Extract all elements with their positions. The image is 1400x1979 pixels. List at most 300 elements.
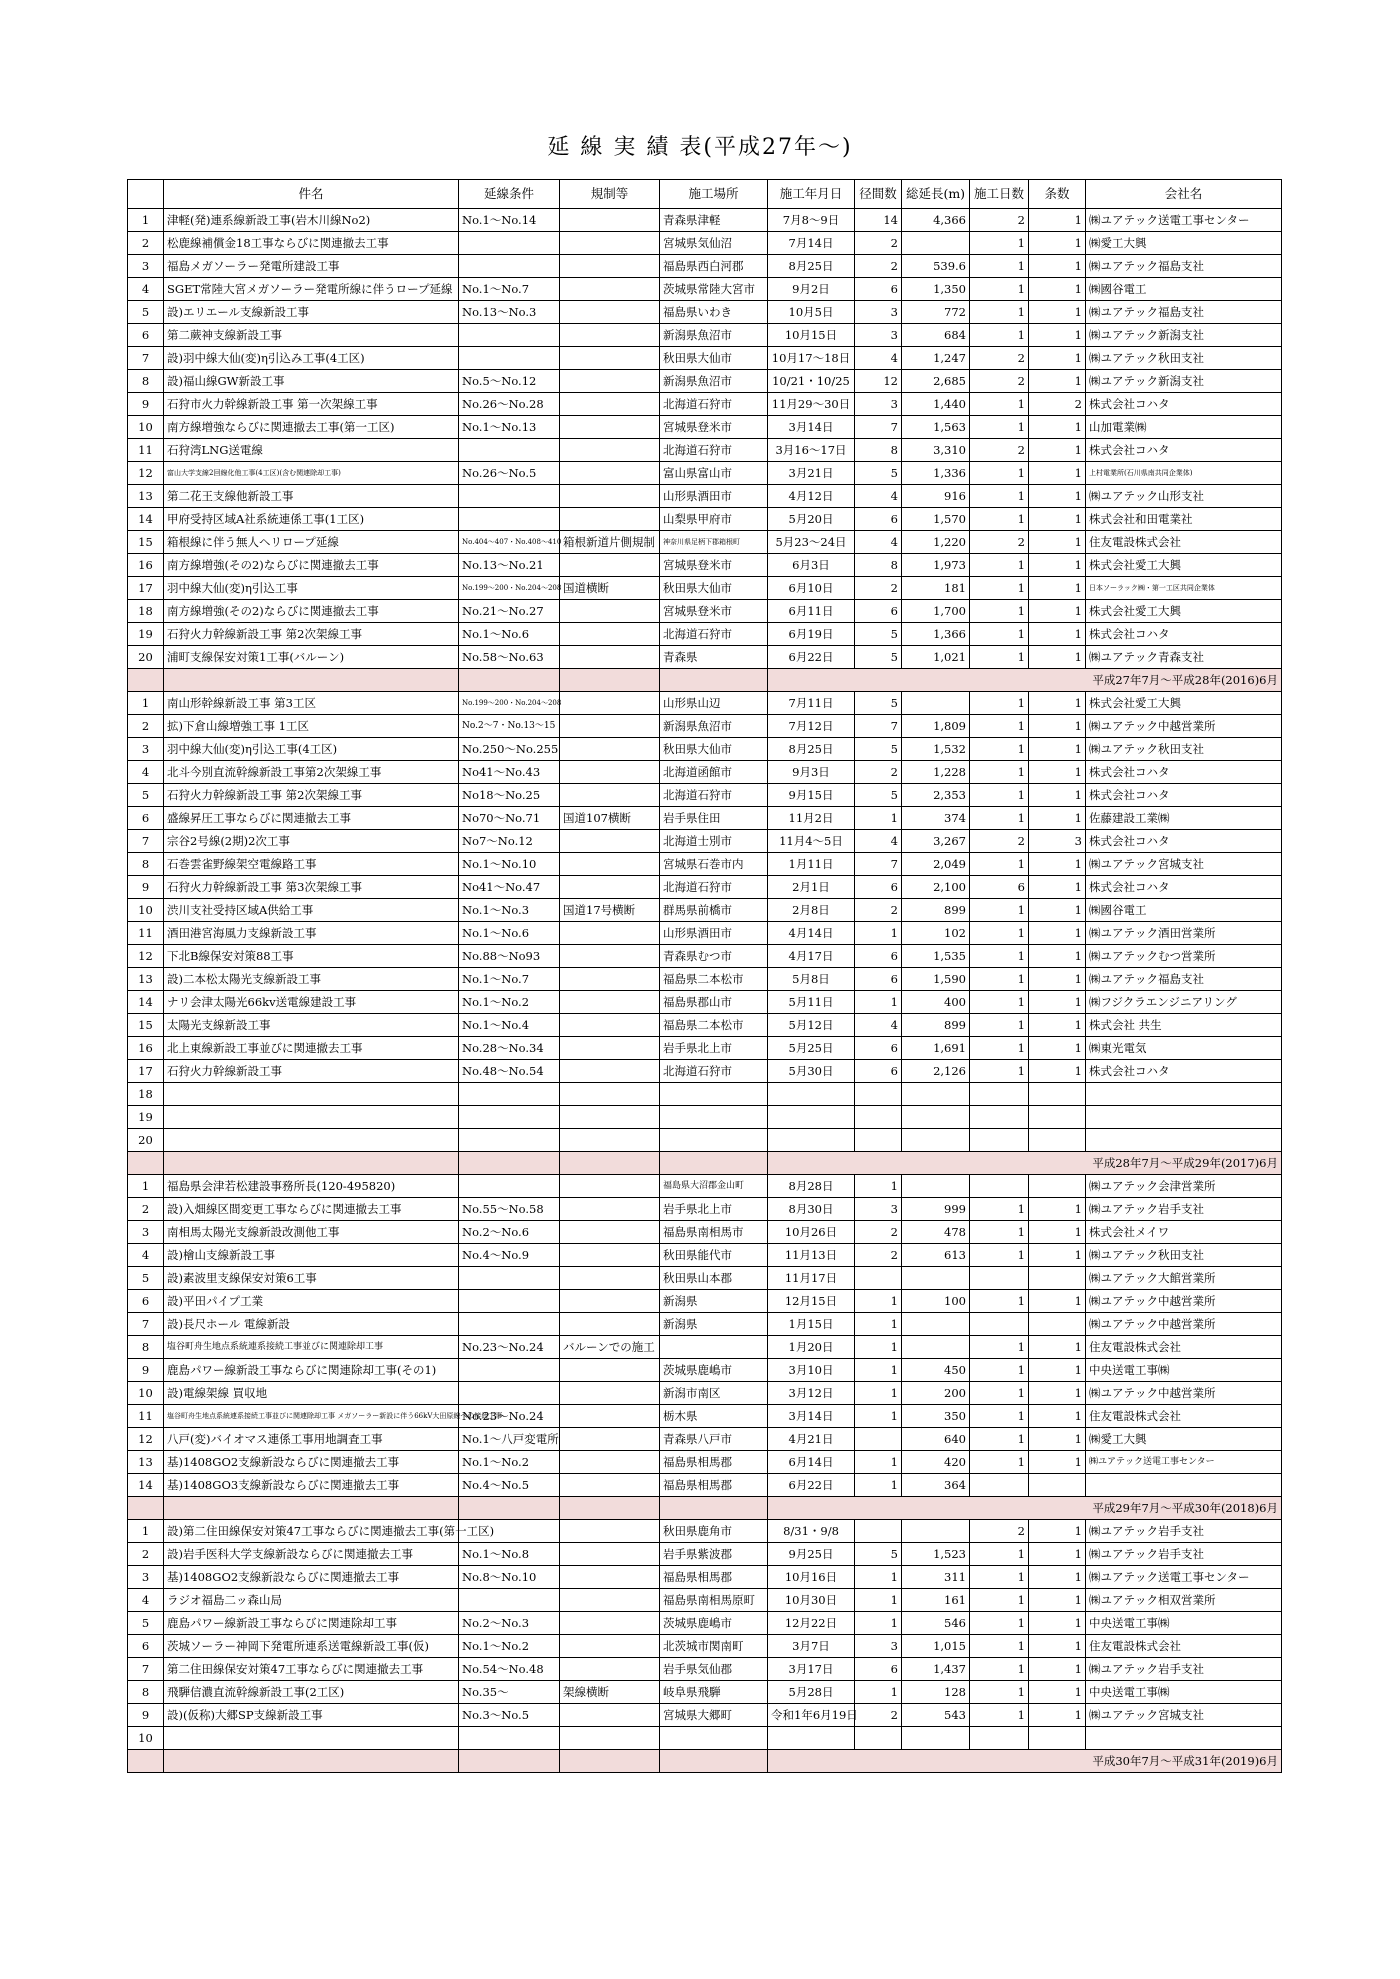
- project-name: 飛騨信濃直流幹線新設工事(2工区): [164, 1681, 459, 1704]
- work-days: 2: [970, 347, 1029, 370]
- company-name: 住友電設株式会社: [1086, 1635, 1282, 1658]
- line-count: 1: [1029, 853, 1086, 876]
- table-row: [128, 278, 1282, 301]
- work-place: 福島県南相馬市: [660, 1221, 768, 1244]
- table-row: [128, 1221, 1282, 1244]
- total-length: 4,366: [902, 209, 970, 232]
- project-name: 第二蕨神支線新設工事: [164, 324, 459, 347]
- project-name: 鹿島パワー線新設工事ならびに関連除却工事(その1): [164, 1359, 459, 1382]
- work-days: [970, 1106, 1029, 1129]
- work-date: [768, 1083, 855, 1106]
- line-count: 1: [1029, 1635, 1086, 1658]
- table-row: [128, 554, 1282, 577]
- col-header-company: 会社名: [1086, 180, 1282, 209]
- wiring-condition: No.54〜No.48: [459, 1658, 560, 1681]
- work-date: 10月16日: [768, 1566, 855, 1589]
- work-place: 岩手県北上市: [660, 1198, 768, 1221]
- regulation: [560, 1221, 660, 1244]
- row-number: 2: [128, 1198, 164, 1221]
- line-count: 1: [1029, 1382, 1086, 1405]
- line-count: 1: [1029, 370, 1086, 393]
- line-count: 1: [1029, 462, 1086, 485]
- regulation: [560, 370, 660, 393]
- period-separator-row: [128, 669, 1282, 692]
- company-name: ㈱ユアテック岩手支社: [1086, 1543, 1282, 1566]
- project-name: 石狩火力幹線新設工事 第2次架線工事: [164, 784, 459, 807]
- work-days: 1: [970, 1336, 1029, 1359]
- total-length: 450: [902, 1359, 970, 1382]
- company-name: 株式会社コハタ: [1086, 623, 1282, 646]
- project-name: 南方線増強(その2)ならびに関連撤去工事: [164, 554, 459, 577]
- table-row: [128, 324, 1282, 347]
- row-number: 11: [128, 922, 164, 945]
- col-header-regulation: 規制等: [560, 180, 660, 209]
- line-count: 2: [1029, 393, 1086, 416]
- work-place: 福島県大沼郡金山町: [660, 1175, 768, 1198]
- company-name: ㈱東光電気: [1086, 1037, 1282, 1060]
- regulation: [560, 1244, 660, 1267]
- table-row: [128, 393, 1282, 416]
- separator-cell: [128, 1497, 164, 1520]
- regulation: [560, 393, 660, 416]
- company-name: 株式会社コハタ: [1086, 876, 1282, 899]
- work-date: 9月15日: [768, 784, 855, 807]
- table-row: [128, 462, 1282, 485]
- table-row: [128, 255, 1282, 278]
- span-count: 1: [855, 1405, 902, 1428]
- wiring-condition: No.3〜No.5: [459, 1704, 560, 1727]
- period-label: 平成27年7月〜平成28年(2016)6月: [768, 669, 1282, 692]
- row-number: 4: [128, 761, 164, 784]
- work-date: 9月2日: [768, 278, 855, 301]
- regulation: [560, 738, 660, 761]
- project-name: 下北B線保安対策88工事: [164, 945, 459, 968]
- total-length: 539.6: [902, 255, 970, 278]
- project-name: 甲府受持区域A社系統連係工事(1工区): [164, 508, 459, 531]
- work-days: 2: [970, 531, 1029, 554]
- work-place: 群馬県前橋市: [660, 899, 768, 922]
- work-date: [768, 1129, 855, 1152]
- col-header-spans: 径間数: [855, 180, 902, 209]
- table-row: [128, 1566, 1282, 1589]
- project-name: 基)1408GO2支線新設ならびに関連撤去工事: [164, 1451, 459, 1474]
- line-count: [1029, 1474, 1086, 1497]
- work-days: 2: [970, 370, 1029, 393]
- project-name: 塩谷町舟生地点系統連系接続工事並びに関連除却工事: [164, 1336, 459, 1359]
- work-place: 秋田県大仙市: [660, 577, 768, 600]
- work-place: 宮城県登米市: [660, 554, 768, 577]
- regulation: [560, 439, 660, 462]
- work-days: 1: [970, 1635, 1029, 1658]
- line-count: 1: [1029, 324, 1086, 347]
- table-row: [128, 1382, 1282, 1405]
- row-number: 3: [128, 738, 164, 761]
- total-length: 161: [902, 1589, 970, 1612]
- project-name: 石狩火力幹線新設工事: [164, 1060, 459, 1083]
- work-date: 3月10日: [768, 1359, 855, 1382]
- work-days: 1: [970, 1543, 1029, 1566]
- span-count: 6: [855, 1037, 902, 1060]
- total-length: 400: [902, 991, 970, 1014]
- total-length: 1,366: [902, 623, 970, 646]
- project-name: 酒田港宮海風力支線新設工事: [164, 922, 459, 945]
- span-count: 12: [855, 370, 902, 393]
- work-days: 1: [970, 278, 1029, 301]
- total-length: 3,310: [902, 439, 970, 462]
- col-header-condition: 延線条件: [459, 180, 560, 209]
- work-place: 青森県津軽: [660, 209, 768, 232]
- company-name: 株式会社愛工大興: [1086, 600, 1282, 623]
- work-date: 4月17日: [768, 945, 855, 968]
- span-count: 7: [855, 715, 902, 738]
- work-date: 4月12日: [768, 485, 855, 508]
- regulation: バルーンでの施工: [560, 1336, 660, 1359]
- line-count: [1029, 1175, 1086, 1198]
- project-name: 設)素波里支線保安対策6工事: [164, 1267, 459, 1290]
- wiring-condition: No.1〜No.7: [459, 278, 560, 301]
- line-count: 1: [1029, 623, 1086, 646]
- company-name: ㈱愛工大興: [1086, 232, 1282, 255]
- wiring-condition: No.404〜407・No.408〜410: [459, 531, 560, 554]
- work-place: [660, 1083, 768, 1106]
- span-count: [855, 1267, 902, 1290]
- wiring-condition: [459, 1290, 560, 1313]
- table-row: [128, 1290, 1282, 1313]
- table-row: [128, 439, 1282, 462]
- span-count: [855, 1727, 902, 1750]
- table-row: [128, 600, 1282, 623]
- table-row: [128, 853, 1282, 876]
- line-count: [1029, 1267, 1086, 1290]
- work-date: 5月23〜24日: [768, 531, 855, 554]
- wiring-condition: No.23〜No.24: [459, 1336, 560, 1359]
- table-row: [128, 1037, 1282, 1060]
- wiring-condition: No18〜No.25: [459, 784, 560, 807]
- regulation: [560, 646, 660, 669]
- wiring-condition: No70〜No.71: [459, 807, 560, 830]
- row-number: 9: [128, 1359, 164, 1382]
- period-label: 平成28年7月〜平成29年(2017)6月: [768, 1152, 1282, 1175]
- company-name: ㈱ユアテック中越営業所: [1086, 1382, 1282, 1405]
- work-place: 福島県郡山市: [660, 991, 768, 1014]
- company-name: ㈱ユアテック送電工事センター: [1086, 1451, 1282, 1474]
- regulation: 箱根新道片側規制: [560, 531, 660, 554]
- total-length: 1,535: [902, 945, 970, 968]
- line-count: 1: [1029, 1451, 1086, 1474]
- span-count: [855, 1520, 902, 1543]
- total-length: 128: [902, 1681, 970, 1704]
- total-length: 1,247: [902, 347, 970, 370]
- row-number: 5: [128, 1267, 164, 1290]
- regulation: [560, 508, 660, 531]
- separator-cell: [164, 1750, 459, 1773]
- work-date: 11月13日: [768, 1244, 855, 1267]
- separator-cell: [560, 669, 660, 692]
- work-days: 1: [970, 692, 1029, 715]
- company-name: [1086, 1106, 1282, 1129]
- work-place: 茨城県鹿嶋市: [660, 1612, 768, 1635]
- table-row: [128, 1129, 1282, 1152]
- period-separator-row: [128, 1750, 1282, 1773]
- line-count: [1029, 1129, 1086, 1152]
- work-date: 12月22日: [768, 1612, 855, 1635]
- work-days: 1: [970, 462, 1029, 485]
- line-count: 1: [1029, 1520, 1086, 1543]
- regulation: 国道横断: [560, 577, 660, 600]
- wiring-condition: No.4〜No.9: [459, 1244, 560, 1267]
- table-row: [128, 623, 1282, 646]
- row-number: 1: [128, 209, 164, 232]
- work-days: 1: [970, 1612, 1029, 1635]
- work-days: 1: [970, 232, 1029, 255]
- work-days: 1: [970, 255, 1029, 278]
- work-place: 青森県八戸市: [660, 1428, 768, 1451]
- record-body: [128, 209, 1282, 1773]
- project-name: 渋川支社受持区域A供給工事: [164, 899, 459, 922]
- project-name: 津軽(発)連系線新設工事(岩木川線No2): [164, 209, 459, 232]
- regulation: [560, 692, 660, 715]
- span-count: 5: [855, 462, 902, 485]
- wiring-condition: [459, 1129, 560, 1152]
- project-name: 福島県会津若松建設事務所長(120-495820): [164, 1175, 459, 1198]
- row-number: 18: [128, 600, 164, 623]
- regulation: [560, 600, 660, 623]
- work-place: 山形県酒田市: [660, 922, 768, 945]
- col-header-date: 施工年月日: [768, 180, 855, 209]
- project-name: 箱根線に伴う無人ヘリロープ延線: [164, 531, 459, 554]
- separator-cell: [164, 1152, 459, 1175]
- table-row: [128, 508, 1282, 531]
- total-length: [902, 692, 970, 715]
- work-place: 山梨県甲府市: [660, 508, 768, 531]
- company-name: ㈱ユアテック宮城支社: [1086, 853, 1282, 876]
- regulation: [560, 876, 660, 899]
- line-count: 1: [1029, 209, 1086, 232]
- wiring-condition: No.13〜No.21: [459, 554, 560, 577]
- separator-cell: [459, 1750, 560, 1773]
- project-name: 設)入畑線区間変更工事ならびに関連撤去工事: [164, 1198, 459, 1221]
- span-count: 6: [855, 945, 902, 968]
- line-count: 1: [1029, 1658, 1086, 1681]
- work-place: 福島県相馬郡: [660, 1451, 768, 1474]
- work-days: [970, 1129, 1029, 1152]
- project-name: 設)福山線GW新設工事: [164, 370, 459, 393]
- wiring-condition: No.55〜No.58: [459, 1198, 560, 1221]
- regulation: [560, 1704, 660, 1727]
- total-length: 374: [902, 807, 970, 830]
- wiring-condition: [459, 1727, 560, 1750]
- separator-cell: [660, 1750, 768, 1773]
- regulation: [560, 1382, 660, 1405]
- wiring-condition: No.199〜200・No.204〜208: [459, 577, 560, 600]
- company-name: ㈱ユアテック岩手支社: [1086, 1658, 1282, 1681]
- wiring-condition: No.35〜: [459, 1681, 560, 1704]
- project-name: ナリ会津太陽光66kv送電線建設工事: [164, 991, 459, 1014]
- table-row: [128, 209, 1282, 232]
- separator-cell: [128, 1750, 164, 1773]
- project-name: ラジオ福島二ッ森山局: [164, 1589, 459, 1612]
- work-place: 秋田県鹿角市: [660, 1520, 768, 1543]
- line-count: 1: [1029, 416, 1086, 439]
- span-count: 1: [855, 1336, 902, 1359]
- work-place: 宮城県気仙沼: [660, 232, 768, 255]
- work-days: 2: [970, 439, 1029, 462]
- regulation: [560, 784, 660, 807]
- work-place: 新潟県魚沼市: [660, 715, 768, 738]
- row-number: 14: [128, 1474, 164, 1497]
- project-name: 羽中線大仙(変)η引込工事: [164, 577, 459, 600]
- row-number: 4: [128, 1244, 164, 1267]
- row-number: 10: [128, 899, 164, 922]
- work-date: 6月11日: [768, 600, 855, 623]
- table-row: [128, 1543, 1282, 1566]
- span-count: 3: [855, 393, 902, 416]
- project-name: 南相馬太陽光支線新設改測他工事: [164, 1221, 459, 1244]
- company-name: 株式会社愛工大興: [1086, 692, 1282, 715]
- table-row: [128, 1681, 1282, 1704]
- work-place: 山形県酒田市: [660, 485, 768, 508]
- span-count: 1: [855, 807, 902, 830]
- table-row: [128, 1336, 1282, 1359]
- span-count: 1: [855, 1681, 902, 1704]
- project-name: 北上東線新設工事並びに関連撤去工事: [164, 1037, 459, 1060]
- work-date: 11月17日: [768, 1267, 855, 1290]
- wiring-condition: [459, 324, 560, 347]
- span-count: 1: [855, 1612, 902, 1635]
- work-date: 3月16〜17日: [768, 439, 855, 462]
- wiring-condition: No.4〜No.5: [459, 1474, 560, 1497]
- work-place: 福島県二本松市: [660, 968, 768, 991]
- line-count: 1: [1029, 1566, 1086, 1589]
- wiring-condition: No.8〜No.10: [459, 1566, 560, 1589]
- row-number: 11: [128, 439, 164, 462]
- project-name: [164, 1129, 459, 1152]
- total-length: [902, 1267, 970, 1290]
- total-length: 2,685: [902, 370, 970, 393]
- table-row: [128, 1635, 1282, 1658]
- work-date: 1月11日: [768, 853, 855, 876]
- work-date: 6月3日: [768, 554, 855, 577]
- company-name: 住友電設株式会社: [1086, 531, 1282, 554]
- line-count: 1: [1029, 278, 1086, 301]
- span-count: 1: [855, 1290, 902, 1313]
- row-number: 8: [128, 1336, 164, 1359]
- separator-cell: [459, 1152, 560, 1175]
- separator-cell: [660, 1152, 768, 1175]
- company-name: ㈱ユアテック福島支社: [1086, 255, 1282, 278]
- table-row: [128, 922, 1282, 945]
- work-date: 4月21日: [768, 1428, 855, 1451]
- work-place: 北海道石狩市: [660, 393, 768, 416]
- separator-cell: [660, 1497, 768, 1520]
- separator-cell: [660, 669, 768, 692]
- work-days: 1: [970, 738, 1029, 761]
- work-days: 1: [970, 646, 1029, 669]
- row-number: 6: [128, 807, 164, 830]
- row-number: 20: [128, 646, 164, 669]
- row-number: 13: [128, 968, 164, 991]
- span-count: [855, 1428, 902, 1451]
- work-date: 5月12日: [768, 1014, 855, 1037]
- table-row: [128, 1175, 1282, 1198]
- work-place: 北海道石狩市: [660, 784, 768, 807]
- wiring-condition: [459, 1106, 560, 1129]
- company-name: ㈱ユアテック送電工事センター: [1086, 1566, 1282, 1589]
- work-place: 青森県むつ市: [660, 945, 768, 968]
- work-days: 2: [970, 830, 1029, 853]
- span-count: 7: [855, 416, 902, 439]
- row-number: 9: [128, 876, 164, 899]
- regulation: [560, 1658, 660, 1681]
- work-place: [660, 1727, 768, 1750]
- table-row: [128, 531, 1282, 554]
- project-name: SGET常陸大宮メガソーラー発電所線に伴うロープ延線: [164, 278, 459, 301]
- span-count: 14: [855, 209, 902, 232]
- total-length: 200: [902, 1382, 970, 1405]
- regulation: [560, 416, 660, 439]
- work-days: 1: [970, 301, 1029, 324]
- line-count: 1: [1029, 1543, 1086, 1566]
- wiring-condition: No.23〜No.24: [459, 1405, 560, 1428]
- regulation: [560, 232, 660, 255]
- work-days: 2: [970, 209, 1029, 232]
- span-count: [855, 1083, 902, 1106]
- total-length: 2,049: [902, 853, 970, 876]
- span-count: 1: [855, 1313, 902, 1336]
- table-row: [128, 1589, 1282, 1612]
- company-name: 株式会社コハタ: [1086, 1060, 1282, 1083]
- work-date: 7月14日: [768, 232, 855, 255]
- company-name: ㈱國谷電工: [1086, 899, 1282, 922]
- work-days: 1: [970, 1681, 1029, 1704]
- work-date: [768, 1727, 855, 1750]
- row-number: 9: [128, 393, 164, 416]
- separator-cell: [164, 669, 459, 692]
- work-date: 6月22日: [768, 646, 855, 669]
- row-number: 1: [128, 1520, 164, 1543]
- table-row: [128, 1198, 1282, 1221]
- row-number: 10: [128, 416, 164, 439]
- col-header-place: 施工場所: [660, 180, 768, 209]
- line-count: 1: [1029, 577, 1086, 600]
- line-count: 1: [1029, 439, 1086, 462]
- regulation: [560, 554, 660, 577]
- line-count: 1: [1029, 508, 1086, 531]
- total-length: 1,336: [902, 462, 970, 485]
- wiring-condition: [459, 1313, 560, 1336]
- project-name: 設)長尺ホール 電線新設: [164, 1313, 459, 1336]
- span-count: 1: [855, 1382, 902, 1405]
- table-row: [128, 232, 1282, 255]
- project-name: 盛線昇圧工事ならびに関連撤去工事: [164, 807, 459, 830]
- separator-cell: [459, 1497, 560, 1520]
- row-number: 10: [128, 1727, 164, 1750]
- separator-cell: [459, 669, 560, 692]
- regulation: [560, 1106, 660, 1129]
- line-count: [1029, 1727, 1086, 1750]
- table-row: [128, 347, 1282, 370]
- span-count: 2: [855, 255, 902, 278]
- work-place: 北海道石狩市: [660, 1060, 768, 1083]
- total-length: 1,590: [902, 968, 970, 991]
- line-count: 1: [1029, 945, 1086, 968]
- total-length: [902, 1106, 970, 1129]
- wiring-condition: No.1〜No.4: [459, 1014, 560, 1037]
- regulation: [560, 1198, 660, 1221]
- work-date: 3月12日: [768, 1382, 855, 1405]
- project-name: 太陽光支線新設工事: [164, 1014, 459, 1037]
- wiring-condition: No41〜No.43: [459, 761, 560, 784]
